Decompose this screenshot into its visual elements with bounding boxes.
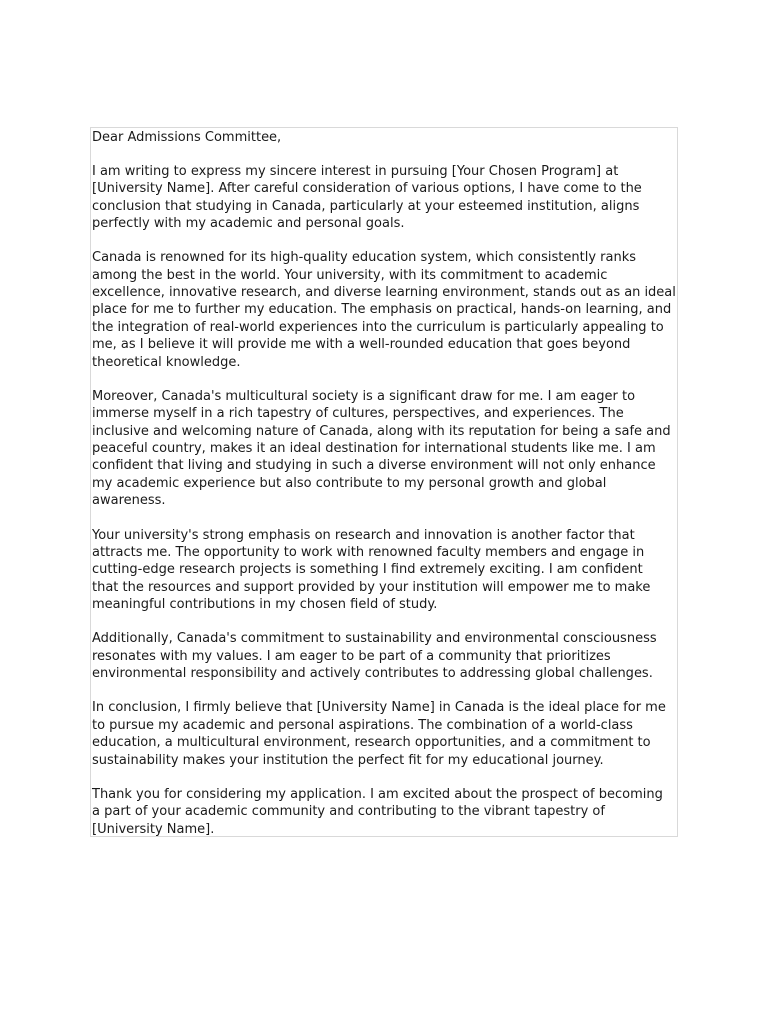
- text-line: peaceful country, makes it an ideal destination for international students like me. I am: [92, 441, 656, 457]
- text-line: environmental responsibility and actively contributes to addressing global challenges.: [92, 666, 653, 682]
- text-line: [University Name]. After careful consideration of various options, I have come to the: [92, 181, 642, 197]
- paragraph-2: [92, 249, 677, 371]
- text-line: perfectly with my academic and personal goals.: [92, 216, 405, 232]
- text-line: my academic experience but also contribute to my personal growth and global: [92, 475, 607, 491]
- text-line: that the resources and support provided by your institution will empower me to make: [92, 579, 651, 595]
- text-line: excellence, innovative research, and diverse learning environment, stands out as an ideal: [92, 285, 676, 301]
- text-line: me, as I believe it will provide me with a well-rounded education that goes beyond: [92, 337, 631, 353]
- text-line: I am writing to express my sincere interest in pursuing [Your Chosen Program] at: [92, 163, 619, 179]
- text-line: awareness.: [92, 493, 166, 509]
- text-line: Additionally, Canada's commitment to sustainability and environmental consciousness: [92, 631, 657, 647]
- text-line: Canada is renowned for its high-quality education system, which consistently ranks: [92, 250, 637, 266]
- text-line: to pursue my academic and personal aspirations. The combination of a world-class: [92, 717, 633, 733]
- text-line: theoretical knowledge.: [92, 354, 241, 370]
- paragraph-7: [92, 786, 677, 837]
- text-line: resonates with my values. I am eager to be part of a community that prioritizes: [92, 648, 611, 664]
- letter-salutation: Dear Admissions Committee,: [92, 130, 282, 145]
- text-line: immerse myself in a rich tapestry of cultures, perspectives, and experiences. The: [92, 406, 624, 422]
- text-line: place for me to further my education. The emphasis on practical, hands-on learning, and: [92, 302, 672, 318]
- text-line: sustainability makes your institution the perfect fit for my educational journey.: [92, 752, 604, 768]
- paragraph-4: [92, 527, 677, 614]
- text-line: confident that living and studying in such a diverse environment will not only enhance: [92, 458, 656, 474]
- paragraph-1: [92, 163, 677, 233]
- text-line: [University Name].: [92, 821, 215, 837]
- text-line: Your university's strong emphasis on research and innovation is another factor that: [92, 527, 635, 543]
- text-line: the integration of real-world experiences into the curriculum is particularly appealing to: [92, 319, 664, 335]
- paragraph-3: [92, 388, 677, 510]
- text-line: Thank you for considering my application. I am excited about the prospect of becoming: [92, 786, 663, 802]
- text-line: among the best in the world. Your university, with its commitment to academic: [92, 267, 608, 283]
- paragraph-6: [92, 699, 677, 769]
- text-line: In conclusion, I firmly believe that [University Name] in Canada is the ideal place for me: [92, 700, 666, 716]
- text-line: attracts me. The opportunity to work with renowned faculty members and engage in: [92, 544, 645, 560]
- paragraph-5: [92, 630, 677, 682]
- letter-body: [90, 127, 678, 837]
- text-line: Moreover, Canada's multicultural society is a significant draw for me. I am eager to: [92, 388, 636, 404]
- text-line: education, a multicultural environment, research opportunities, and a commitment to: [92, 735, 651, 751]
- text-line: meaningful contributions in my chosen field of study.: [92, 597, 438, 613]
- text-line: a part of your academic community and contributing to the vibrant tapestry of: [92, 804, 605, 820]
- text-line: conclusion that studying in Canada, particularly at your esteemed institution, aligns: [92, 198, 640, 214]
- text-line: cutting-edge research projects is something I find extremely exciting. I am confident: [92, 562, 643, 578]
- text-line: inclusive and welcoming nature of Canada, along with its reputation for being a safe and: [92, 423, 671, 439]
